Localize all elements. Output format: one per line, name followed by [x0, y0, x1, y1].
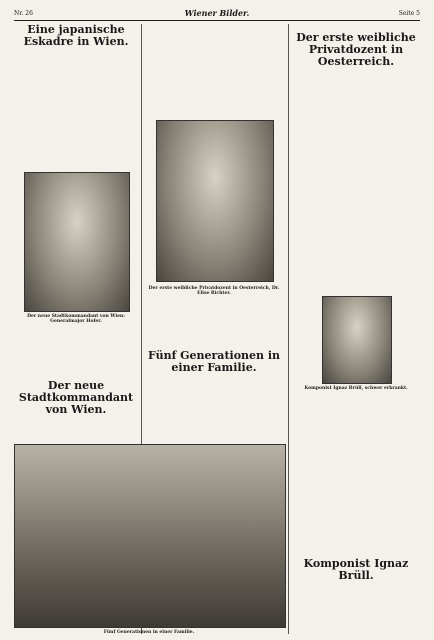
article-body — [14, 330, 138, 374]
article-body — [144, 302, 284, 342]
column-middle — [103, 24, 284, 635]
article-city-commander — [14, 380, 138, 416]
masthead: Wiener Bilder. — [184, 8, 250, 18]
article-title: Komponist Ignaz Brüll. — [303, 557, 409, 582]
article-title: Der erste weibliche Privatdozent in Oesterreich. — [296, 31, 416, 68]
article-title: Fünf Generationen in einer Familie. — [147, 349, 281, 374]
article-body — [292, 576, 420, 634]
photo-caption: Der erste weibliche Privatdozent in Oesterreich, Dr. Elise Richter. — [148, 286, 280, 296]
article-body — [292, 402, 420, 552]
article-title: Der neue Stadtkommandant von Wien. — [18, 379, 134, 416]
photo-caption: Der neue Stadtkommandant von Wien: Generalmajor Hofer. — [27, 314, 125, 324]
photo-caption: Komponist Ignaz Brüll, schwer erkrankt. — [304, 386, 408, 391]
page-header — [14, 6, 420, 21]
page-number-right: Seite 5 — [398, 9, 420, 17]
article-body — [292, 66, 420, 292]
article-body-continued — [144, 24, 284, 124]
column-divider — [288, 24, 289, 634]
column-right — [292, 24, 420, 634]
group-photo-five-generations — [14, 444, 286, 628]
photo-caption: Fünf Generationen in einer Familie. — [103, 630, 195, 635]
portrait-photo-lawyer — [156, 120, 274, 282]
portrait-photo-general — [24, 172, 130, 312]
article-title: Eine japanische Eskadre in Wien. — [23, 23, 129, 48]
page-number-left: Nr. 26 — [14, 9, 33, 17]
article-body — [14, 50, 138, 166]
article-japanese-squadron — [14, 24, 138, 48]
article-body — [144, 374, 284, 434]
portrait-photo-composer — [322, 296, 392, 384]
